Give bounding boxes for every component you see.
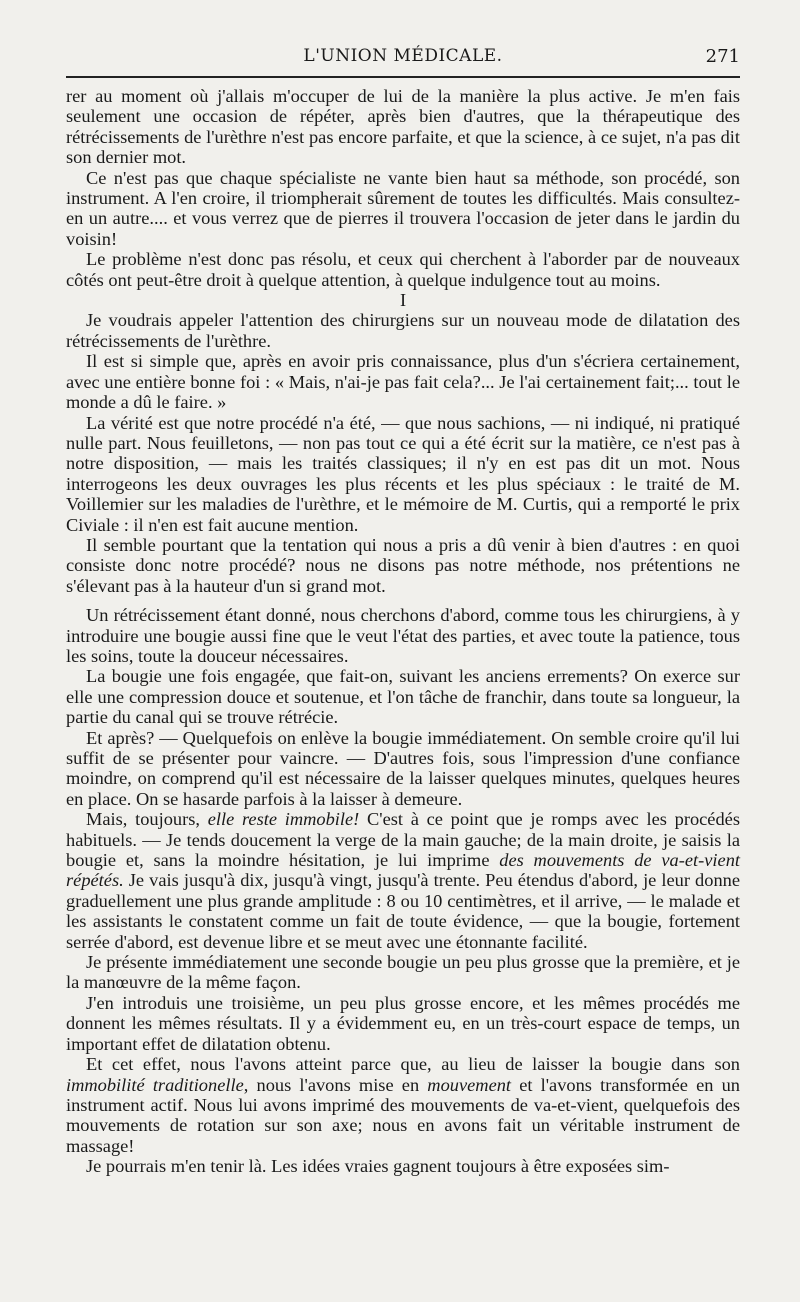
paragraph: La bougie une fois engagée, que fait-on, suivant les anciens errements? On exerce sur elle une compression douce et soutenue, et l'on tâche de franchir, dans toute sa longueur, la partie du canal qui se trouve rétrécie. [66, 666, 740, 728]
article-body [66, 86, 740, 1177]
text-run: C'est à ce point que je romps avec les procédés habituels. — Je tends doucement la verge de la main gauche; de la main droite, je saisis la bougie et, sans la moindre hésitation, je lui imprime [66, 809, 740, 871]
paragraph-gap [66, 596, 740, 605]
paragraph: rer au moment où j'allais m'occuper de lui de la manière la plus active. Je m'en fais seulement une occasion de répéter, après bien d'autres, que la thérapeutique des rétrécissements de l'urèthre n'est pas encore parfaite, et que la science, à ce sujet, n'a pas dit son dernier mot. [66, 86, 740, 168]
paragraph: Je présente immédiatement une seconde bougie un peu plus grosse que la première, et je la manœuvre de la même façon. [66, 952, 740, 993]
paragraph [66, 809, 740, 952]
paragraph: Le problème n'est donc pas résolu, et ceux qui cherchent à l'aborder par de nouveaux côtés ont peut-être droit à quelque attention, à quelque indulgence tout au moins. [66, 249, 740, 290]
text-run: Mais, toujours, [86, 809, 208, 830]
section-heading: I [399, 290, 407, 311]
paragraph: Je voudrais appeler l'attention des chirurgiens sur un nouveau mode de dilatation des rétrécissements de l'urèthre. [66, 310, 740, 351]
paragraph: Il est si simple que, après en avoir pris connaissance, plus d'un s'écriera certainement, avec une entière bonne foi : « Mais, n'ai-je pas fait cela?... Je l'ai certainement fait;... tout le monde a dû le faire. » [66, 351, 740, 413]
paragraph: Et après? — Quelquefois on enlève la bougie immédiatement. On semble croire qu'il lui suffit de se présenter pour vaincre. — D'autres fois, sous l'impression d'une confiance moindre, on comprend qu'il est nécessaire de la laisser quelques minutes, quelques heures en place. On se hasarde parfois à la laisser à demeure. [66, 727, 740, 809]
emphasis: mouvement [427, 1074, 512, 1095]
paragraph: Un rétrécissement étant donné, nous cherchons d'abord, comme tous les chirurgiens, à y introduire une bougie aussi fine que le veut l'état des parties, et avec toute la patience, tous les soins, toute la douceur nécessaires. [66, 605, 740, 666]
text-run: et l'avons transformée en un instrument actif. Nous lui avons imprimé des mouvements de va-et-vient, quelquefois des mouvements de rotation sur son axe; nous en avons fait un véritable instrument de massage! [66, 1074, 740, 1156]
paragraph: J'en introduis une troisième, un peu plus grosse encore, et les mêmes procédés me donnent les mêmes résultats. Il y a évidemment eu, en un très-court espace de temps, un important effet de dilatation obtenu. [66, 992, 740, 1054]
header-rule [66, 76, 740, 78]
emphasis: immobilité traditionelle [66, 1074, 244, 1095]
text-run: Je vais jusqu'à dix, jusqu'à vingt, jusqu'à trente. Peu étendus d'abord, je leur donne graduellement une plus grande amplitude : 8 ou 10 centimètres, et il arrive, — le malade et les assistants le constatent comme un fait de toute évidence, — que la bougie, fortement serrée d'abord, est devenue libre et se meut avec une étonnante facilité. [66, 870, 740, 952]
running-header [66, 40, 740, 76]
paragraph: Je pourrais m'en tenir là. Les idées vraies gagnent toujours à être exposées sim- [86, 1156, 670, 1177]
paragraph: Ce n'est pas que chaque spécialiste ne vante bien haut sa méthode, son procédé, son instrument. A l'en croire, il triompherait sûrement de toutes les difficultés. Mais consultez-en un autre.... et vous verrez que de pierres il trouvera l'occasion de jeter dans le jardin du voisin! [66, 167, 740, 249]
journal-title: L'UNION MÉDICALE. [303, 46, 503, 66]
paragraph [66, 1054, 740, 1156]
text-run: , nous l'avons mise en [243, 1074, 428, 1095]
page-number: 271 [705, 46, 740, 67]
paragraph: Il semble pourtant que la tentation qui nous a pris a dû venir à bien d'autres : en quoi consiste donc notre procédé? nous ne disons pas notre méthode, nos prétentions ne s'élevant pas à la hauteur d'un si grand mot. [66, 534, 740, 596]
text-run: Et cet effet, nous l'avons atteint parce que, au lieu de laisser la bougie dans son [86, 1054, 740, 1075]
paragraph: La vérité est que notre procédé n'a été, — que nous sachions, — ni indiqué, ni pratiqué nulle part. Nous feuilletons, — non pas tout ce qui a été écrit sur la matière, ce n'est pas à notre disposition, — mais les traités classiques; il n'y en est pas dit un mot. Nous interrogeons les deux ouvrages les plus récents et les plus spéciaux : le traité de M. Voillemier sur les maladies de l'urèthre, et le mémoire de M. Curtis, qui a remporté le prix Civiale : il n'en est fait aucune mention. [66, 412, 740, 535]
emphasis: elle reste immobile! [207, 809, 360, 830]
emphasis: des mouvements de va-et-vient répétés. [66, 850, 740, 891]
